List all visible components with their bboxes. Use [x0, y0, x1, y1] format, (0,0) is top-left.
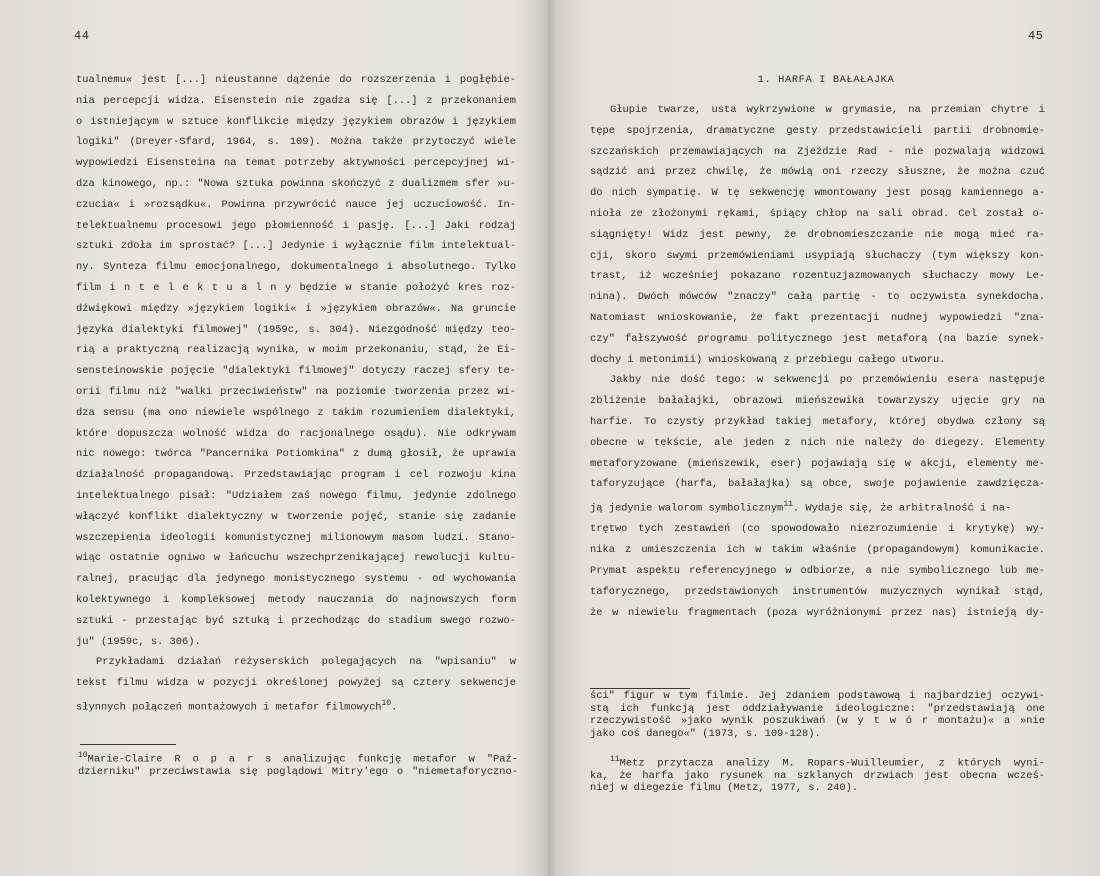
text-line: Natomiast wnioskowanie, że fakt prezentacji nudnej wypowiedzi "zna-	[590, 311, 1045, 324]
text-line: sądzić ani przez chwilę, że mówią oni rzeczy słuszne, że można czuć	[590, 166, 1045, 179]
text-line: siągnięty! Widz jest pewny, że drobnomieszczanie nie mogą mieć ra-	[590, 228, 1045, 241]
text-line: nioła ze złożonymi rękami, śpiący chłop na sali obrad. Cel został o-	[590, 207, 1045, 220]
chapter-title: 1. HARFA I BAŁAŁAJKA	[757, 74, 895, 86]
text-line: Jakby nie dość tego: w sekwencji po przemówieniu eserа następuje	[610, 374, 1045, 387]
text-line: taforycznego, przedstawionych instrumentów muzycznych wynikał stąd,	[590, 585, 1045, 598]
text-line: telektualnemu procesowi jego płomienność i pasję. [...] Jaki rodzaj	[76, 219, 516, 232]
footnote-marker: 10	[381, 698, 392, 708]
left-page	[0, 0, 548, 876]
footnote-line	[78, 750, 518, 766]
footnote	[78, 750, 518, 778]
text-line: wiąc ostatnie ogniwo w łańcuchu wszechprzenikającej rewolucji kultu-	[76, 552, 516, 565]
text-line: które dopuszcza wolność widza do racjonalnego osądu). Nie odkrywam	[76, 427, 516, 440]
text-line: zbliżenie bałałajki, obrazowi mieńszewika towarzyszy ujęcie gry na	[590, 395, 1045, 408]
footnote-line: rzeczywistość »jako wynik poszukiwań (w y t w ó r montażu)« a »nie	[590, 715, 1045, 727]
footnote-line: dzierniku" przeciwstawia się poglądowi Mitry'ego o "niemetaforyczno-	[78, 765, 518, 778]
footnote-marker: 11	[610, 755, 620, 764]
text-line: czy" fałszywość programu politycznego jest metaforą (na bazie synek-	[590, 332, 1045, 345]
text-line: sztuki - przestając być sztuką i przechodząc do stadium swego rozwo-	[76, 614, 516, 627]
text-segment: .	[391, 701, 398, 714]
text-line: sensteinowskie pojęcie "dialektyki filmowej" dotyczy raczej sfery te-	[76, 365, 516, 378]
footnote-line: ka, że harfa jako rysunek na szklanych drzwiach jest obecna wcześ-	[590, 769, 1045, 782]
footnote-line: niej w diegezie filmu (Metz, 1977, s. 240).	[590, 782, 859, 795]
text-line: nia percepcji widza. Eisenstein nie zgadza się [...] z przekonaniem	[76, 94, 516, 107]
text-line: dochy i metonimii) wnioskowaną z przebiegu całego utworu.	[590, 353, 946, 366]
text-line: nika z umieszczenia ich w takim właśnie (propagandowym) komunikacie.	[590, 544, 1045, 557]
text-line: dza sensu (ma ono niewiele wspólnego z takim rozumieniem dialektyki,	[76, 406, 516, 419]
footnote-marker: 11	[783, 500, 793, 510]
text-line: tekst filmu widza w pozycji określonej powyżej są cztery sekwencje	[76, 677, 516, 690]
text-line: czucia« i »rozsądku«. Powinna przywrócić nauce jej uczuciowość. In-	[76, 198, 516, 211]
text-segment: Metz przytacza analizy M. Ropars-Wuilleumier, z których wyni-	[619, 757, 1045, 770]
text-line: języka dialektyki filmowej" (1959c, s. 304). Niezgodność między teo-	[76, 323, 516, 336]
text-line: ju" (1959c, s. 306).	[76, 635, 201, 648]
right-page-body	[590, 100, 1045, 623]
text-line: rią a praktyczną realizacją wynika, w moim przekonaniu, stąd, że Ei-	[76, 344, 516, 357]
text-line: dza kinowego, np.: "Nowa sztuka powinna skończyć z dualizmem sfer »u-	[76, 177, 516, 190]
text-line: tualnemu« jest [...] nieustanne dążenie do rozszerzenia i pogłębie-	[76, 74, 516, 86]
text-line: nina). Dwóch mówców "znaczy" całą partię - to oczywista synekdocha.	[590, 291, 1045, 304]
text-line: trętwo tych zestawień (co spowodowało niezrozumienie i krytykę) wy-	[590, 523, 1045, 536]
text-segment: Marie-Claire R o p a r s analizując funkcję metafor w "Paź-	[87, 753, 518, 766]
text-line: ny. Synteza filmu emocjonalnego, dokumentalnego i absolutnego. Tylko	[76, 261, 516, 274]
text-line: Przykładami działań reżyserskich polegających na "wpisaniu" w	[96, 656, 516, 669]
text-line: film i n t e l e k t u a l n y będzie w stanie położyć kres roz-	[76, 281, 516, 294]
footnote-line	[590, 754, 1045, 770]
text-line: logiki" (Dreyer-Sfard, 1964, s. 109). Można także przytoczyć wiele	[76, 136, 516, 149]
text-line: taforyzujące (harfa, bałałajka) są obce, swoje pojawienie zawdzięcza-	[590, 478, 1045, 491]
text-line: obecne w tekście, ale jeden z nich nie należy do diegezy. Elementy	[590, 436, 1045, 449]
text-segment: słynnych połączeń montażowych i metafor filmowych	[76, 701, 382, 714]
text-line: intelektualnego pisał: "Udziałem zaś nowego filmu, jedynie zdolnego	[76, 489, 516, 502]
page-number: 44	[74, 29, 90, 43]
text-line: działalność propagandową. Przedstawiając program i cel rozwoju kina	[76, 469, 516, 482]
text-line: nic nowego: twórca "Pancernika Potiomkina" z dumą głosił, że uprawia	[76, 448, 516, 461]
text-line: do nich sympatię. W tę sekwencję wmontowany jest posąg kamiennego a-	[590, 187, 1045, 200]
footnote-line: stą ich funkcją jest oddziaływanie ideologiczne: "przedstawiają one	[590, 702, 1045, 715]
footnote-divider	[80, 744, 176, 745]
text-line: szczańskich przemawiających na Zjeździe Rad - nie pozwalają widzowi	[590, 145, 1045, 158]
text-line: kolektywnego i kompleksowej metody nauczania do najnowszych form	[76, 593, 516, 606]
footnote-spacer	[590, 740, 1045, 754]
text-line: Głupie twarze, usta wykrzywione w grymasie, na przemian chytre i	[610, 104, 1045, 116]
text-line: o istniejącym w sztuce konflikcie między językiem obrazów i językiem	[76, 115, 516, 128]
text-segment: . Wydaje się, że arbitralność i na-	[792, 502, 1012, 515]
text-segment: ją jedynie walorom symbolicznym	[590, 502, 784, 515]
text-line: cji, skoro swymi przemówieniami usypiają słuchaczy (tym większy kon-	[590, 249, 1045, 262]
text-line	[590, 495, 1045, 519]
text-line: wszczepienia ideologii komunistycznej milionowym masom ludzi. Stano-	[76, 531, 516, 544]
text-line: tępe spojrzenia, dramatyczne gesty przedstawicieli partii drobnomie-	[590, 124, 1045, 137]
text-line	[76, 694, 516, 718]
page-number: 45	[1028, 29, 1044, 43]
left-page-body	[76, 70, 516, 718]
text-line: że w niewielu fragmentach (poza wyróżnionymi przez nas) istnieją dy-	[590, 606, 1045, 619]
text-line: harfie. To czysty przykład takiej metafory, której obydwa człony są	[590, 415, 1045, 428]
right-page	[552, 0, 1100, 876]
text-line: sztuki zdoła im sprostać? [...] Jedynie i wyłącznie film intelektual-	[76, 240, 516, 253]
text-line: włączyć konflikt dialektyczny w tworzenie pojęć, stanie się zadanie	[76, 510, 516, 523]
footnote-marker: 10	[78, 751, 88, 760]
footnote-divider	[590, 688, 690, 689]
footnote-line: jako coś danego«" (1973, s. 109-128).	[590, 727, 821, 740]
text-line: trast, iż wcześniej pokazano rozentuzjazmowanych słuchaczy mowy Le-	[590, 270, 1045, 283]
text-line: wypowiedzi Eisensteina na temat potrzeby aktywności percepcyjnej wi-	[76, 157, 516, 170]
footnote-block	[590, 690, 1045, 795]
text-line: ralnej, pracując dla jedynego monistycznego systemu - od wychowania	[76, 573, 516, 586]
footnote-line: ści" figur w tym filmie. Jej zdaniem podstawową i najbardziej oczywi-	[590, 690, 1045, 702]
text-line: orii filmu niż "walki przeciwieństw" na poziomie tworzenia przez wi-	[76, 385, 516, 398]
text-line: metaforyzowane (mieńszewik, eser) pojawiają się w akcji, elementy me-	[590, 457, 1045, 470]
text-line: dźwiękowi między »językiem logiki« i »językiem obrazów«. Na gruncie	[76, 302, 516, 315]
text-line: Prymat aspektu referencyjnego w odbiorze, a nie symbolicznego lub me-	[590, 565, 1045, 577]
